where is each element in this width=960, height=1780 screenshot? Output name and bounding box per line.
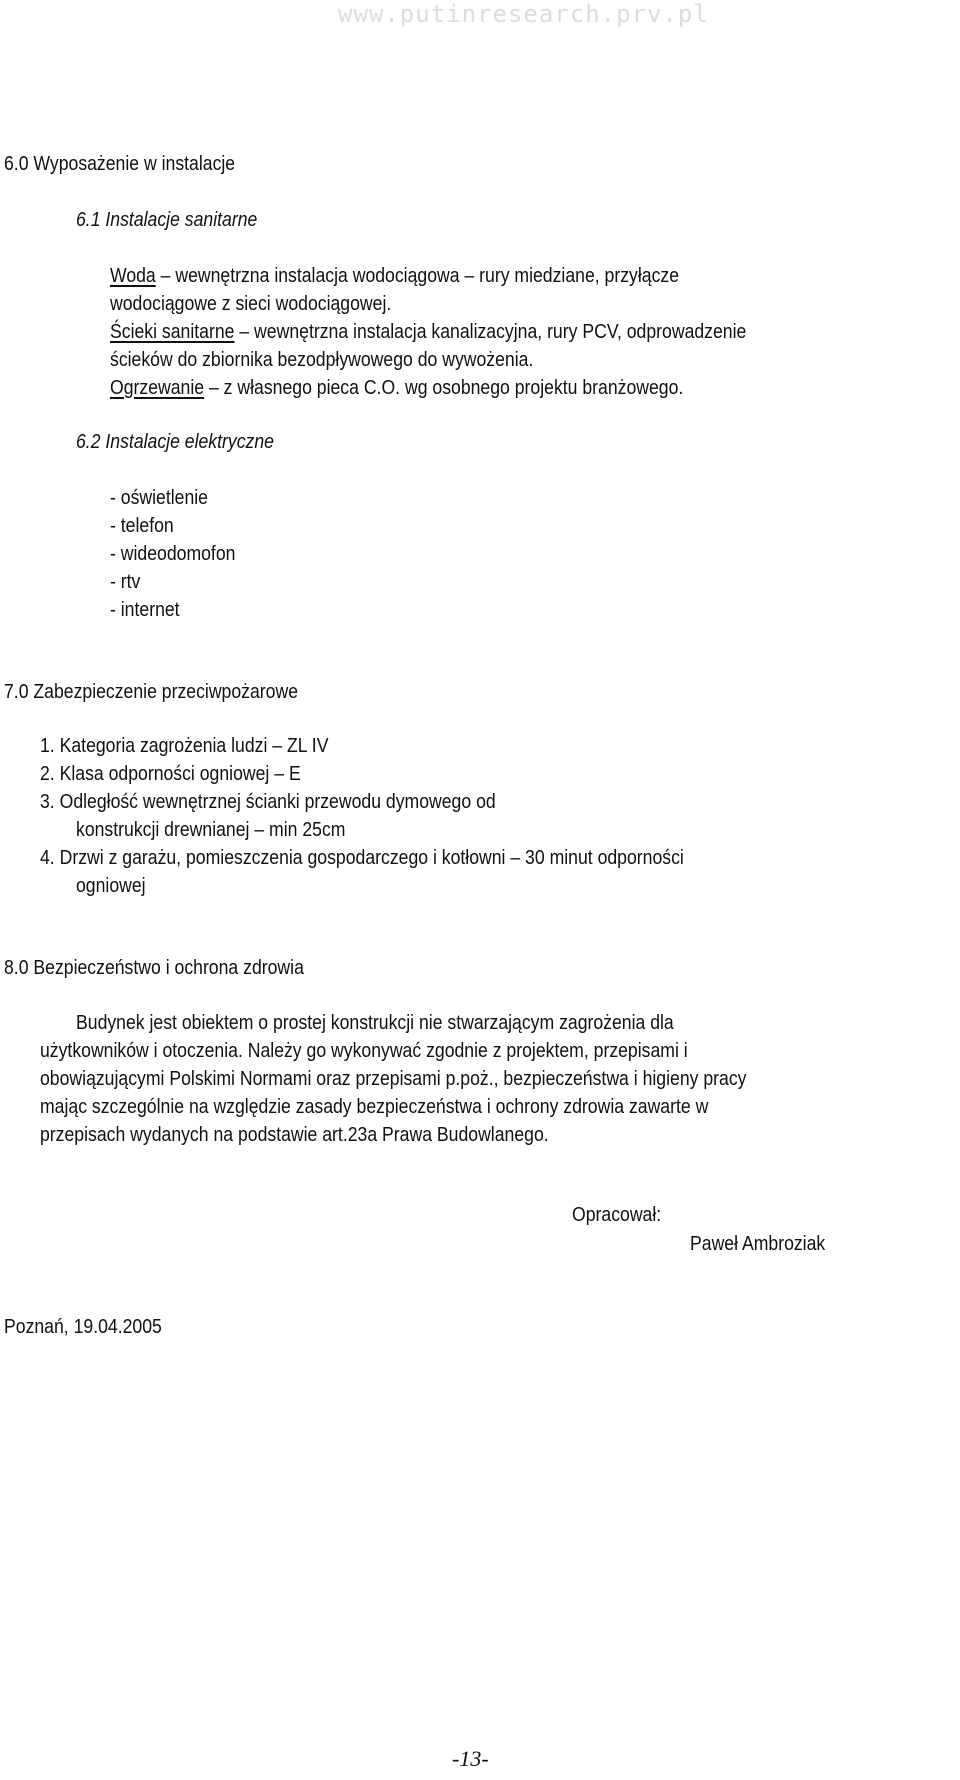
signature-label: Opracował: xyxy=(572,1203,662,1226)
list-item: - internet xyxy=(110,598,180,621)
section-6-heading: 6.0 Wyposażenie w instalacje xyxy=(4,152,236,175)
list-item: - wideodomofon xyxy=(110,542,236,565)
paragraph-line: przepisach wydanych na podstawie art.23a Prawa Budowlanego. xyxy=(40,1123,549,1146)
water-text: – wewnętrzna instalacja wodociągowa – rury miedziane, przyłącze xyxy=(155,264,680,287)
list-item: 1. Kategoria zagrożenia ludzi – ZL IV xyxy=(40,734,329,757)
section-8-heading: 8.0 Bezpieczeństwo i ochrona zdrowia xyxy=(4,956,304,979)
section-7-heading: 7.0 Zabezpieczenie przeciwpożarowe xyxy=(4,680,298,703)
sewage-text: – wewnętrzna instalacja kanalizacyjna, rury PCV, odprowadzenie xyxy=(234,320,747,343)
subsection-6-2-heading: 6.2 Instalacje elektryczne xyxy=(76,430,274,453)
sewage-line xyxy=(110,320,746,344)
water-line xyxy=(110,264,679,288)
heating-text: – z własnego pieca C.O. wg osobnego projektu branżowego. xyxy=(204,376,684,399)
paragraph-line: mając szczególnie na względzie zasady bezpieczeństwa i ochrony zdrowia zawarte w xyxy=(40,1095,709,1118)
list-item-continuation: ogniowej xyxy=(76,874,146,897)
list-item: 3. Odległość wewnętrznej ścianki przewodu dymowego od xyxy=(40,790,496,813)
page-number: -13- xyxy=(452,1746,489,1771)
paragraph-line: obowiązującymi Polskimi Normami oraz przepisami p.poż., bezpieczeństwa i higieny pracy xyxy=(40,1067,747,1090)
list-item-continuation: konstrukcji drewnianej – min 25cm xyxy=(76,818,346,841)
list-item: - oświetlenie xyxy=(110,486,208,509)
place-date: Poznań, 19.04.2005 xyxy=(4,1315,162,1338)
sewage-label: Ścieki sanitarne xyxy=(110,320,235,343)
heating-label: Ogrzewanie xyxy=(110,376,205,399)
heating-line xyxy=(110,376,683,400)
paragraph-line: użytkowników i otoczenia. Należy go wykonywać zgodnie z projektem, przepisami i xyxy=(40,1039,688,1062)
list-item: - telefon xyxy=(110,514,174,537)
subsection-6-1-heading: 6.1 Instalacje sanitarne xyxy=(76,208,258,231)
paragraph-line: Budynek jest obiektem o prostej konstrukcji nie stwarzającym zagrożenia dla xyxy=(76,1011,674,1034)
water-line-2: wodociągowe z sieci wodociągowej. xyxy=(110,292,392,315)
list-item: - rtv xyxy=(110,570,141,593)
list-item: 2. Klasa odporności ogniowej – E xyxy=(40,762,301,785)
watermark: www.putinresearch.prv.pl xyxy=(338,0,709,28)
sewage-line-2: ścieków do zbiornika bezodpływowego do wywożenia. xyxy=(110,348,534,371)
water-label: Woda xyxy=(110,264,156,287)
signature-name: Paweł Ambroziak xyxy=(690,1232,826,1255)
list-item: 4. Drzwi z garażu, pomieszczenia gospodarczego i kotłowni – 30 minut odporności xyxy=(40,846,684,869)
